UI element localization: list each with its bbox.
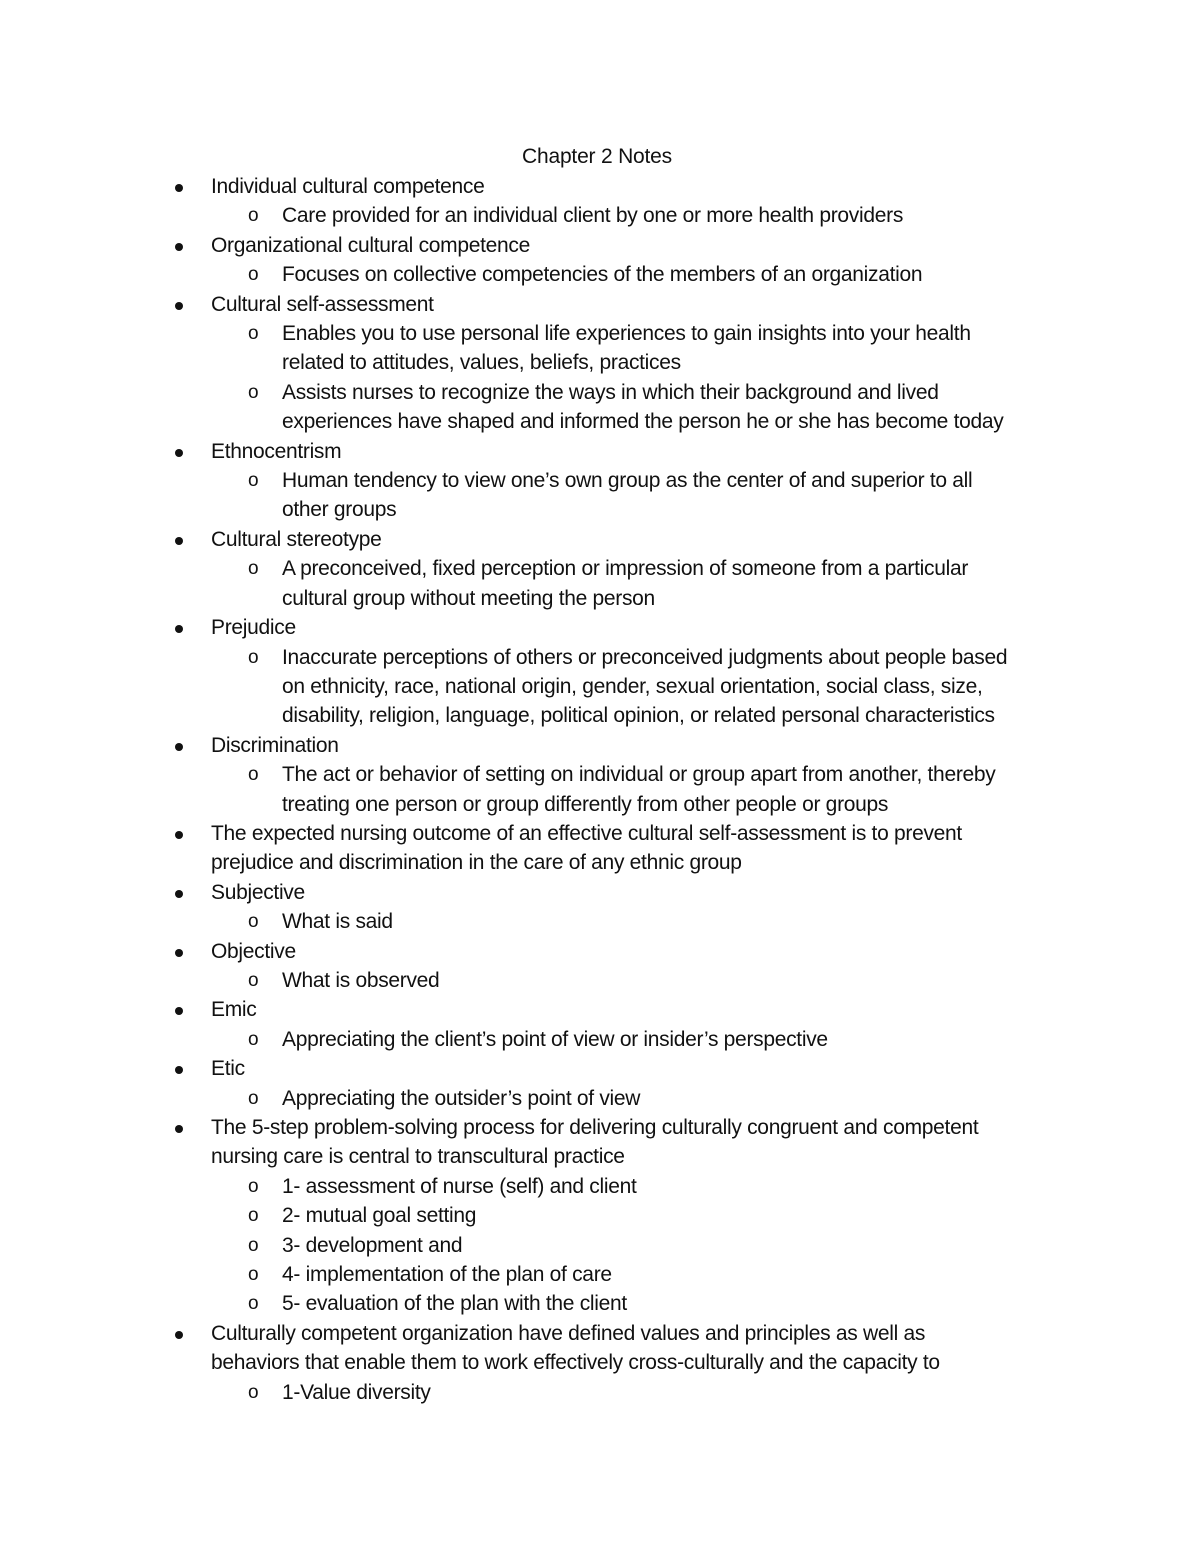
bullet-icon xyxy=(172,1054,186,1083)
item-text-line: nursing care is central to transcultural practice xyxy=(211,1145,625,1169)
item-text-line: Etic xyxy=(211,1057,245,1081)
list-item xyxy=(0,231,1200,260)
bullet-icon xyxy=(172,437,186,466)
item-text-line: The expected nursing outcome of an effective cultural self-assessment is to prevent xyxy=(211,821,962,845)
sub-list-item xyxy=(0,966,1200,995)
list-item xyxy=(0,172,1200,201)
item-text-line: 5- evaluation of the plan with the client xyxy=(282,1292,627,1316)
bullet-icon xyxy=(172,290,186,319)
item-text-line: Focuses on collective competencies of the members of an organization xyxy=(282,263,923,287)
sub-list-item xyxy=(0,260,1200,289)
item-text-line: Discrimination xyxy=(211,733,339,757)
item-text-line: Appreciating the client’s point of view or insider’s perspective xyxy=(282,1027,828,1051)
item-text-line: Enables you to use personal life experiences to gain insights into your health xyxy=(282,322,971,346)
circle-bullet-icon: o xyxy=(248,558,259,580)
list-item xyxy=(0,290,1200,319)
item-text-line: Culturally competent organization have defined values and principles as well as xyxy=(211,1321,926,1345)
list-item xyxy=(0,437,1200,466)
circle-bullet-icon: o xyxy=(248,1205,259,1227)
list-item xyxy=(0,878,1200,907)
bullet-icon xyxy=(172,731,186,760)
item-text-line: Organizational cultural competence xyxy=(211,233,530,257)
sub-list-item xyxy=(0,201,1200,230)
item-text-line: 1-Value diversity xyxy=(282,1380,431,1404)
sub-list-item xyxy=(0,1201,1200,1230)
item-text-line: 2- mutual goal setting xyxy=(282,1204,477,1228)
list-item xyxy=(0,937,1200,966)
circle-bullet-icon: o xyxy=(248,381,259,403)
item-text-line: treating one person or group differently from other people or groups xyxy=(282,792,889,816)
sub-list-item xyxy=(0,1260,1200,1289)
list-item xyxy=(0,1054,1200,1083)
item-text-line: 4- implementation of the plan of care xyxy=(282,1263,612,1287)
bullet-icon xyxy=(172,878,186,907)
circle-bullet-icon: o xyxy=(248,1234,259,1256)
item-text-line: Care provided for an individual client by one or more health providers xyxy=(282,204,904,228)
sub-list-item xyxy=(0,1378,1200,1407)
item-text-line: Assists nurses to recognize the ways in which their background and lived xyxy=(282,380,939,404)
item-text-line: The act or behavior of setting on individual or group apart from another, thereby xyxy=(282,763,996,787)
circle-bullet-icon: o xyxy=(248,264,259,286)
item-text-line: Ethnocentrism xyxy=(211,439,342,463)
circle-bullet-icon: o xyxy=(248,1028,259,1050)
item-text-line: The 5-step problem-solving process for delivering culturally congruent and competent xyxy=(211,1116,979,1139)
item-text-line: What is said xyxy=(282,910,393,934)
list-item xyxy=(0,613,1200,642)
item-text-line: Individual cultural competence xyxy=(211,175,485,198)
item-text-line: 3- development and xyxy=(282,1233,463,1257)
bullet-icon xyxy=(172,937,186,966)
sub-list-item xyxy=(0,907,1200,936)
circle-bullet-icon: o xyxy=(248,1264,259,1286)
bullet-icon xyxy=(172,1319,186,1348)
item-text-line: Cultural self-assessment xyxy=(211,292,434,316)
item-text-line: related to attitudes, values, beliefs, practices xyxy=(282,351,681,375)
sub-list-item xyxy=(0,319,1200,378)
sub-list-item xyxy=(0,1289,1200,1318)
sub-list-item xyxy=(0,1025,1200,1054)
page-title: Chapter 2 Notes xyxy=(522,145,672,168)
sub-list-item xyxy=(0,1084,1200,1113)
sub-list-item xyxy=(0,643,1200,731)
circle-bullet-icon: o xyxy=(248,323,259,345)
bullet-icon xyxy=(172,231,186,260)
sub-list-item xyxy=(0,554,1200,613)
item-text-line: 1- assessment of nurse (self) and client xyxy=(282,1174,637,1198)
item-text-line: Cultural stereotype xyxy=(211,527,382,551)
item-text-line: Inaccurate perceptions of others or preconceived judgments about people based xyxy=(282,645,1008,669)
item-text-line: Objective xyxy=(211,939,296,963)
list-item xyxy=(0,1319,1200,1378)
circle-bullet-icon: o xyxy=(248,764,259,786)
item-text-line: experiences have shaped and informed the person he or she has become today xyxy=(282,410,1004,434)
sub-list-item xyxy=(0,760,1200,819)
item-text-line: prejudice and discrimination in the care of any ethnic group xyxy=(211,851,742,875)
bullet-icon xyxy=(172,819,186,848)
item-text-line: Human tendency to view one’s own group as the center of and superior to all xyxy=(282,469,973,493)
item-text-line: on ethnicity, race, national origin, gender, sexual orientation, social class, size, xyxy=(282,674,983,698)
list-item xyxy=(0,1113,1200,1172)
sub-list-item xyxy=(0,1172,1200,1201)
circle-bullet-icon: o xyxy=(248,470,259,492)
item-text-line: disability, religion, language, political opinion, or related personal characteristics xyxy=(282,704,995,728)
circle-bullet-icon: o xyxy=(248,646,259,668)
bullet-icon xyxy=(172,525,186,554)
circle-bullet-icon: o xyxy=(248,1381,259,1403)
circle-bullet-icon: o xyxy=(248,1175,259,1197)
circle-bullet-icon: o xyxy=(248,911,259,933)
bullet-icon xyxy=(172,1113,186,1142)
circle-bullet-icon: o xyxy=(248,969,259,991)
bullet-icon xyxy=(172,613,186,642)
item-text-line: Prejudice xyxy=(211,616,296,640)
list-item xyxy=(0,525,1200,554)
bullet-icon xyxy=(172,995,186,1024)
list-item xyxy=(0,995,1200,1024)
circle-bullet-icon: o xyxy=(248,205,259,227)
list-item xyxy=(0,731,1200,760)
bullet-icon xyxy=(172,172,186,201)
sub-list-item xyxy=(0,378,1200,437)
item-text-line: other groups xyxy=(282,498,397,522)
item-text-line: Subjective xyxy=(211,880,305,904)
item-text-line: What is observed xyxy=(282,968,440,992)
item-text-line: A preconceived, fixed perception or impression of someone from a particular xyxy=(282,557,969,581)
circle-bullet-icon: o xyxy=(248,1087,259,1109)
item-text-line: behaviors that enable them to work effectively cross-culturally and the capacity to xyxy=(211,1351,940,1375)
notes-list xyxy=(0,172,1200,1407)
item-text-line: cultural group without meeting the person xyxy=(282,586,655,610)
circle-bullet-icon: o xyxy=(248,1293,259,1315)
list-item xyxy=(0,819,1200,878)
sub-list-item xyxy=(0,466,1200,525)
item-text-line: Emic xyxy=(211,998,257,1022)
item-text-line: Appreciating the outsider’s point of view xyxy=(282,1086,641,1110)
sub-list-item xyxy=(0,1231,1200,1260)
